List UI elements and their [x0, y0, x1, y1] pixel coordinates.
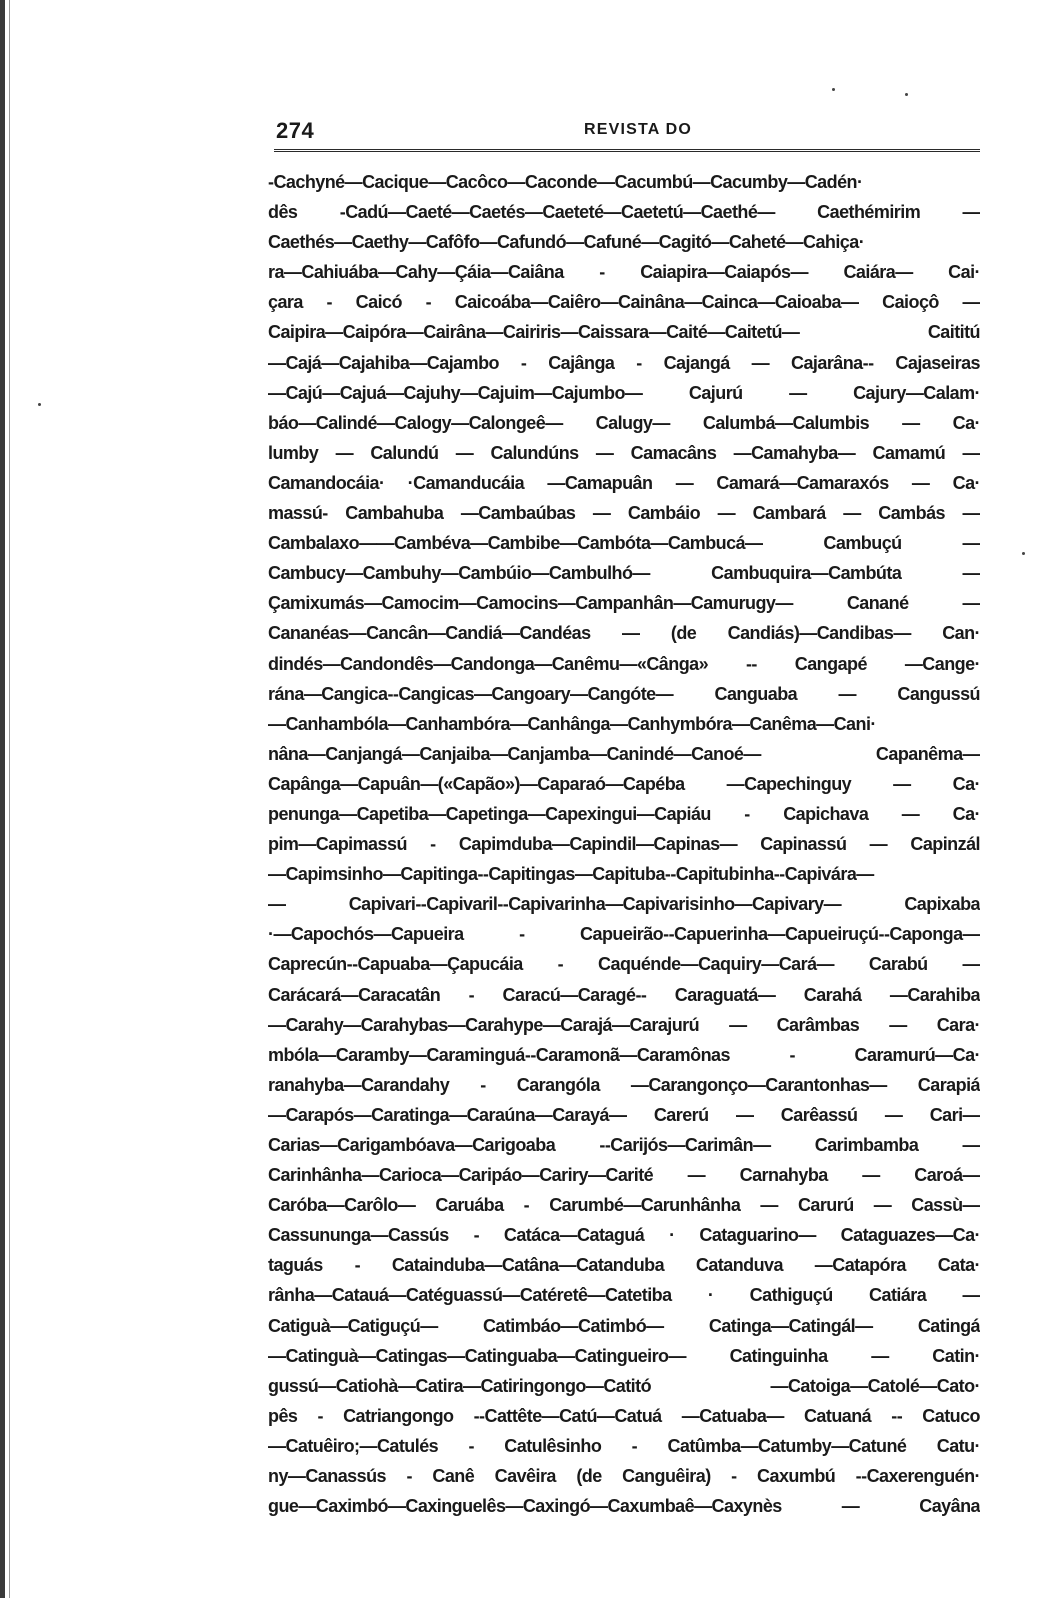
text-line-2: dês -Cadú—Caeté—Caetés—Caeteté—Caetetú—Caethé— Caethémirim — — [268, 202, 980, 223]
text-line-33: Carias—Carigambóava—Carigoaba --Carijós—Carimân— Carimbamba — — [268, 1135, 980, 1155]
text-line-24: —Capimsinho—Capitinga--Capitingas—Capituba--Capitubinha--Capivára— — [268, 864, 874, 885]
text-line-45: gue—Caximbó—Caxinguelês—Caxingó—Caxumbaê—Caxynès — Cayâna — [268, 1496, 980, 1517]
text-line-11: Camandocáia· ·Camanducáia —Camapuân — Camará—Camaraxós — Ca· — [268, 472, 980, 493]
text-line-9: báo—Calindé—Calogy—Calongeê— Calugy— Calumbá—Calumbis — Ca· — [268, 412, 980, 433]
text-line-37: taguás - Catainduba—Catâna—Catanduba Catanduva —Catapóra Cata· — [268, 1255, 980, 1276]
text-line-4: ra—Cahiuába—Cahy—Çáia—Caiâna - Caiapira—Caiapós— Caiára— Cai· — [268, 262, 980, 283]
header-rule — [274, 149, 980, 152]
text-line-7: —Cajá—Cajahiba—Cajambo - Cajânga - Cajangá — Cajarâna-- Cajaseiras — [268, 352, 980, 373]
text-line-39: Catiguà—Catiguçú— Catimbáo—Catimbó— Catinga—Catingál— Catingá — [268, 1315, 980, 1336]
text-line-15: Çamixumás—Camocim—Camocins—Campanhân—Camurugy— Canané — — [268, 593, 980, 614]
text-line-29: —Carahy—Carahybas—Carahype—Carajá—Carajurú — Carâmbas — Cara· — [268, 1014, 980, 1035]
text-line-8: —Cajú—Cajuá—Cajuhy—Cajuim—Cajumbo— Cajurú — Cajury—Calam· — [268, 382, 980, 403]
text-line-14: Cambucy—Cambuhy—Cambúio—Cambulhó— Cambuquira—Cambúta — — [268, 563, 980, 584]
print-speck — [1022, 552, 1025, 555]
print-speck — [905, 93, 908, 96]
text-line-36: Cassununga—Cassús - Catáca—Cataguá · Cataguarino— Cataguazes—Ca· — [268, 1225, 980, 1246]
text-line-42: pês - Catriangongo --Cattête—Catú—Catuá —Catuaba— Catuaná -- Catuco — [268, 1405, 980, 1426]
text-line-23: pim—Capimassú - Capimduba—Capindil—Capinas— Capinassú — Capinzál — [268, 834, 980, 855]
text-line-6: Caipira—Caipóra—Cairâna—Cairiris—Caissara—Caité—Caitetú— Caititú — [268, 322, 980, 343]
text-line-38: rânha—Catauá—Catéguassú—Catéretê—Catetiba · Cathiguçú Catiára — — [268, 1285, 980, 1306]
text-line-19: —Canhambóla—Canhambóra—Canhânga—Canhymbóra—Canêma—Cani· — [268, 713, 876, 734]
print-speck — [832, 88, 835, 91]
print-speck — [38, 403, 41, 406]
page-left-edge — [0, 0, 5, 1598]
text-line-21: Capânga—Capuân—(«Capão»)—Caparaó—Capéba —Capechinguy — Ca· — [268, 773, 980, 794]
text-line-3: Caethés—Caethy—Cafôfo—Cafundó—Cafuné—Cagitó—Caheté—Cahiça· — [268, 232, 865, 253]
text-line-43: —Catuêiro;—Catulés - Catulêsinho - Catûmba—Catumby—Catuné Catu· — [268, 1435, 980, 1456]
text-line-28: Carácará—Caracatân - Caracú—Caragé-- Caraguatá— Carahá —Carahiba — [268, 984, 980, 1005]
running-head: REVISTA DO — [584, 121, 693, 138]
text-line-13: Cambalaxo——Cambéva—Cambibe—Cambóta—Cambucá— Cambuçú — — [268, 533, 980, 554]
text-line-35: Caróba—Carôlo— Caruába - Carumbé—Carunhânha — Carurú — Cassù— — [268, 1195, 980, 1216]
text-line-26: ·—Capochós—Capueira - Capueirão--Capuerinha—Capueiruçú--Caponga— — [268, 924, 980, 945]
text-line-5: çara - Caicó - Caicoába—Caiêro—Cainâna—Cainca—Caioaba— Caioçô — — [268, 292, 980, 313]
text-line-44: ny—Canassús - Canê Cavêira (de Canguêira) - Caxumbú --Caxerenguén· — [268, 1466, 980, 1487]
text-line-17: dindés—Candondês—Candonga—Canêmu—«Cânga» -- Cangapé —Cange· — [268, 653, 980, 674]
page-header — [274, 118, 980, 144]
text-line-27: Caprecún--Capuaba—Çapucáia - Caquénde—Caquiry—Cará— Carabú — — [268, 954, 980, 975]
text-line-41: gussú—Catiohà—Catira—Catiringongo—Catitó —Catoiga—Catolé—Cato· — [268, 1375, 980, 1396]
page-left-edge-shadow — [9, 0, 10, 1598]
text-line-32: —Carapós—Caratinga—Caraúna—Carayá— Carerú — Carêassú — Cari— — [268, 1104, 980, 1125]
text-line-22: penunga—Capetiba—Capetinga—Capexingui—Capiáu - Capichava — Ca· — [268, 803, 980, 824]
text-line-30: mbóla—Caramby—Caraminguá--Caramonã—Caramônas - Caramurú—Ca· — [268, 1044, 980, 1065]
text-line-40: —Catinguà—Catingas—Catinguaba—Catingueiro— Catinguinha — Catin· — [268, 1345, 980, 1366]
text-line-1: -Cachyné—Cacique—Cacôco—Caconde—Cacumbú—Cacumby—Cadén· — [268, 172, 863, 192]
text-line-25: — Capivari--Capivaril--Capivarinha—Capivarisinho—Capivary— Capixaba — [268, 894, 980, 915]
text-line-16: Cananéas—Cancân—Candiá—Candéas — (de Candiás)—Candibas— Can· — [268, 623, 980, 644]
text-line-12: massú- Cambahuba —Cambaúbas — Cambáio — Cambará — Cambás — — [268, 503, 980, 524]
text-line-10: lumby — Calundú — Calundúns — Camacâns —Camahyba— Camamú — — [268, 442, 980, 463]
body-text — [268, 167, 980, 1521]
text-line-18: rána—Cangica--Cangicas—Cangoary—Cangóte— Canguaba — Cangussú — [268, 683, 980, 704]
text-line-20: nâna—Canjangá—Canjaiba—Canjamba—Canindé—Canoé— Capanêma— — [268, 743, 980, 764]
page-number: 274 — [276, 118, 315, 143]
text-line-31: ranahyba—Carandahy - Carangóla —Carangonço—Carantonhas— Carapiá — [268, 1074, 980, 1095]
text-line-34: Carinhânha—Carioca—Caripáo—Cariry—Carité — Carnahyba — Caroá— — [268, 1165, 980, 1186]
